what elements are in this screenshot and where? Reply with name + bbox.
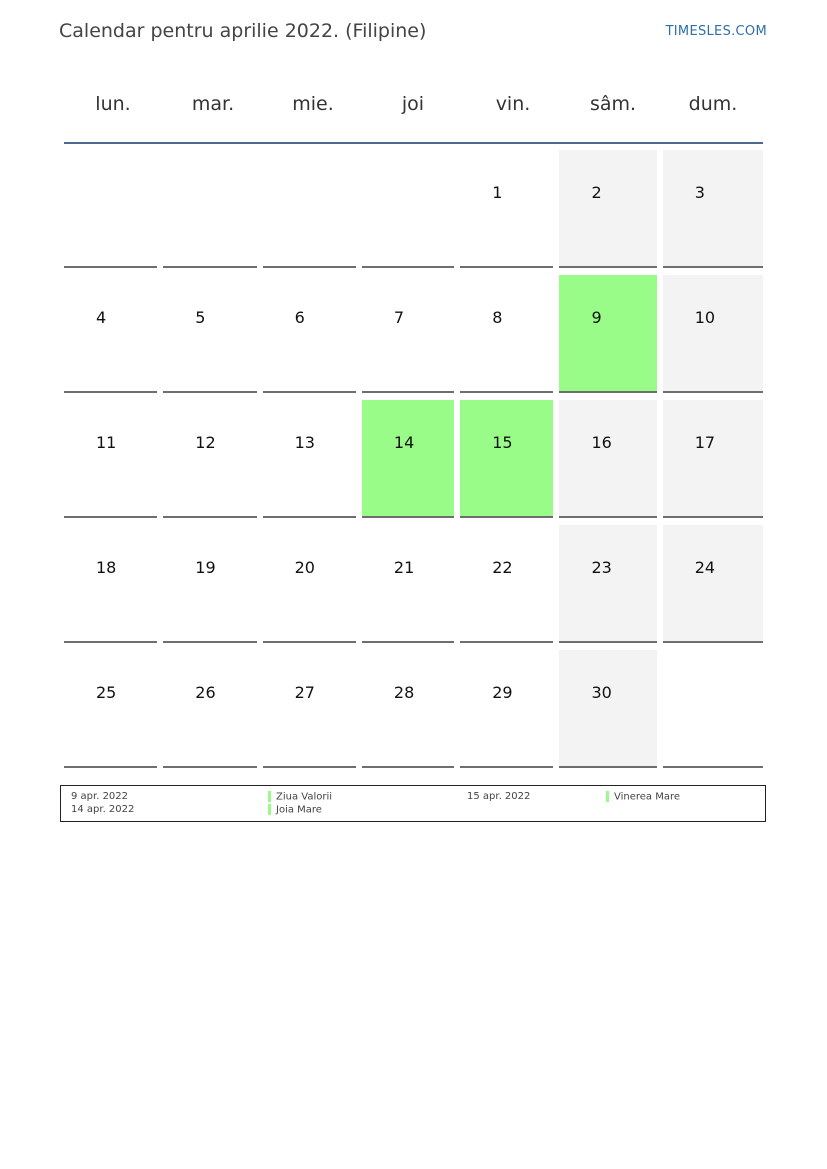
holiday-color-marker (268, 804, 271, 815)
day-cell[interactable] (362, 525, 454, 643)
weekday-label: lun. (95, 93, 131, 115)
day-cell[interactable] (663, 275, 763, 393)
day-number: 1 (492, 183, 503, 202)
day-number: 19 (195, 558, 216, 577)
day-cell[interactable] (163, 650, 256, 768)
weekday-label: sâm. (589, 93, 637, 115)
brand-link[interactable]: TIMESLES.COM (665, 24, 767, 39)
weekday-label: mie. (292, 93, 334, 115)
day-number: 25 (96, 683, 117, 702)
day-cell[interactable] (362, 275, 454, 393)
day-number: 18 (96, 558, 117, 577)
day-cell[interactable] (559, 275, 656, 393)
day-cell[interactable] (163, 525, 256, 643)
day-number: 4 (96, 308, 107, 327)
day-number: 3 (694, 183, 705, 202)
weekday-label: mar. (191, 93, 235, 115)
day-cell[interactable] (460, 400, 553, 518)
day-number: 24 (694, 558, 716, 577)
legend-date: 9 apr. 2022 (71, 791, 129, 802)
empty-day-cell (163, 150, 256, 268)
day-cell[interactable] (64, 275, 157, 393)
day-cell[interactable] (163, 275, 256, 393)
day-cell[interactable] (64, 650, 157, 768)
weekday-label: joi (401, 93, 425, 115)
legend-date: 14 apr. 2022 (71, 804, 135, 815)
day-cell[interactable] (460, 150, 553, 268)
empty-day-cell (663, 650, 763, 768)
day-cell[interactable] (663, 150, 763, 268)
day-number: 7 (393, 308, 405, 327)
legend-item (268, 804, 322, 816)
day-number: 22 (492, 558, 513, 577)
week-row (64, 400, 763, 525)
week-row (64, 525, 763, 650)
day-number: 9 (591, 308, 602, 327)
day-cell[interactable] (362, 650, 454, 768)
calendar-grid (64, 150, 763, 775)
header-divider (64, 142, 763, 144)
legend-item (606, 791, 680, 803)
day-cell[interactable] (559, 525, 656, 643)
legend-holiday-name: Vinerea Mare (614, 791, 681, 803)
day-number: 26 (195, 683, 216, 702)
day-cell[interactable] (263, 525, 356, 643)
day-cell[interactable] (163, 400, 256, 518)
day-cell[interactable] (460, 650, 553, 768)
day-cell[interactable] (64, 400, 157, 518)
day-number: 21 (393, 558, 415, 577)
holiday-color-marker (606, 791, 609, 802)
day-number: 20 (294, 558, 315, 577)
day-number: 17 (694, 433, 716, 452)
holiday-legend (60, 785, 766, 822)
empty-day-cell (64, 150, 157, 268)
day-cell[interactable] (663, 400, 763, 518)
empty-day-cell (263, 150, 356, 268)
day-number: 28 (393, 683, 415, 702)
day-number: 8 (492, 308, 503, 327)
day-number: 23 (591, 558, 612, 577)
day-cell[interactable] (663, 525, 763, 643)
week-row (64, 275, 763, 400)
day-number: 11 (96, 433, 117, 452)
day-number: 10 (694, 308, 716, 327)
day-cell[interactable] (559, 150, 656, 268)
day-number: 2 (591, 183, 602, 202)
day-number: 27 (294, 683, 315, 702)
holiday-color-marker (268, 791, 271, 802)
day-cell[interactable] (362, 400, 454, 518)
day-number: 13 (294, 433, 315, 452)
day-number: 29 (492, 683, 513, 702)
weekday-label: vin. (495, 93, 531, 115)
weekday-header (63, 80, 763, 142)
day-cell[interactable] (460, 275, 553, 393)
day-number: 12 (195, 433, 216, 452)
day-cell[interactable] (263, 275, 356, 393)
day-cell[interactable] (559, 400, 656, 518)
day-cell[interactable] (64, 525, 157, 643)
day-number: 5 (195, 308, 206, 327)
day-number: 6 (294, 308, 305, 327)
page-title: Calendar pentru aprilie 2022. (Filipine) (59, 20, 427, 42)
weekday-label: dum. (688, 93, 738, 115)
day-number: 16 (591, 433, 612, 452)
week-row (64, 650, 763, 775)
day-cell[interactable] (263, 650, 356, 768)
day-number: 14 (393, 433, 415, 452)
legend-date: 15 apr. 2022 (467, 791, 531, 802)
legend-item (268, 791, 332, 803)
week-row (64, 150, 763, 275)
day-number: 30 (591, 683, 612, 702)
day-cell[interactable] (460, 525, 553, 643)
day-cell[interactable] (263, 400, 356, 518)
day-number: 15 (492, 433, 513, 452)
legend-holiday-name: Ziua Valorii (276, 791, 333, 803)
legend-holiday-name: Joia Mare (276, 804, 322, 816)
empty-day-cell (362, 150, 454, 268)
day-cell[interactable] (559, 650, 656, 768)
